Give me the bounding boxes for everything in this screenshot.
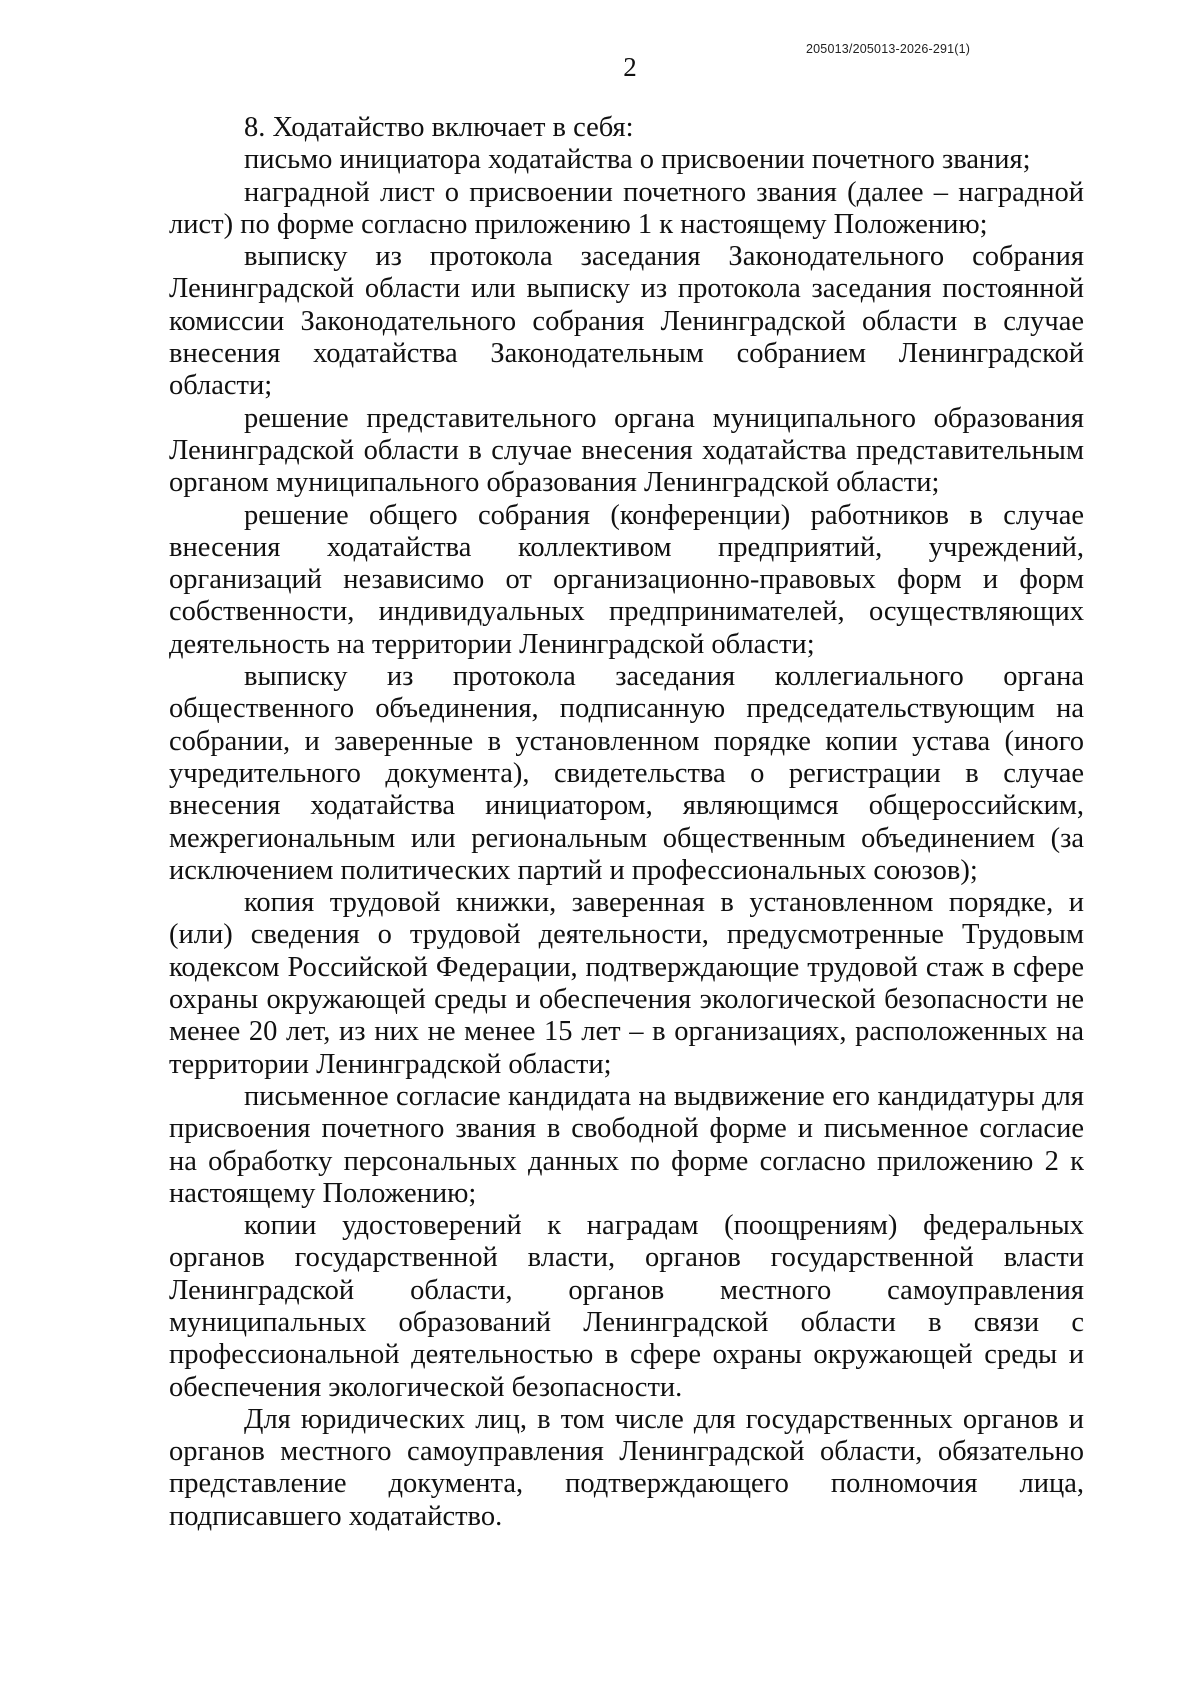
- paragraph-initiator-letter: письмо инициатора ходатайства о присвоении почетного звания;: [244, 144, 1031, 176]
- paragraph-candidate-consent: письменное согласие кандидата на выдвижение его кандидатуры для присвоения почетного звания в свободной форме и письменное согласие на обработку персональных данных по форме согласно приложению 2 к настоящему Положению;: [169, 1080, 1084, 1209]
- paragraph-award-sheet: наградной лист о присвоении почетного звания (далее – наградной лист) по форме согласно приложению 1 к настоящему Положению;: [169, 176, 1084, 240]
- paragraph-legislative-assembly-extract: выписку из протокола заседания Законодательного собрания Ленинградской области или выписку из протокола заседания постоянной комиссии Законодательного собрания Ленинградской области в случае внесения ходатайства Законодательным собранием Ленинградской области;: [169, 241, 1084, 402]
- paragraph-work-record-copy: копия трудовой книжки, заверенная в установленном порядке, и (или) сведения о трудовой деятельности, предусмотренные Трудовым кодексом Российской Федерации, подтверждающие трудовой стаж в сфере охраны окружающей среды и обеспечения экологической безопасности не менее 20 лет, из них не менее 15 лет – в организациях, расположенных на территории Ленинградской области;: [169, 887, 1084, 1080]
- paragraph-public-association-extract: выписку из протокола заседания коллегиального органа общественного объединения, подписанную председательствующим на собрании, и заверенные в установленном порядке копии устава (иного учредительного документа), свидетельства о регистрации в случае внесения ходатайства инициатором, являющимся общероссийским, межрегиональным или региональным общественным объединением (за исключением политических партий и профессиональных союзов);: [169, 661, 1084, 886]
- paragraph-award-certificates: копии удостоверений к наградам (поощрениям) федеральных органов государственной власти, органов государственной власти Ленинградской области, органов местного самоуправления муниципальных образований Ленинградской области в связи с профессиональной деятельностью в сфере охраны окружающей среды и обеспечения экологической безопасности.: [169, 1210, 1084, 1403]
- document-body: [169, 112, 1084, 1533]
- paragraph-municipal-decision: решение представительного органа муниципального образования Ленинградской области в случае внесения ходатайства представительным органом муниципального образования Ленинградской области;: [169, 402, 1084, 499]
- document-id: 205013/205013-2026-291(1): [806, 42, 971, 56]
- paragraph-general-meeting-decision: решение общего собрания (конференции) работников в случае внесения ходатайства коллективом предприятий, учреждений, организаций независимо от организационно-правовых форм и форм собственности, индивидуальных предпринимателей, осуществляющих деятельность на территории Ленинградской области;: [169, 499, 1084, 660]
- paragraph-item-8-intro: 8. Ходатайство включает в себя:: [244, 112, 634, 143]
- page-number: 2: [623, 52, 637, 82]
- paragraph-legal-entities: Для юридических лиц, в том числе для государственных органов и органов местного самоуправления Ленинградской области, обязательно представление документа, подтверждающего полномочия лица, подписавшего ходатайство.: [169, 1403, 1084, 1532]
